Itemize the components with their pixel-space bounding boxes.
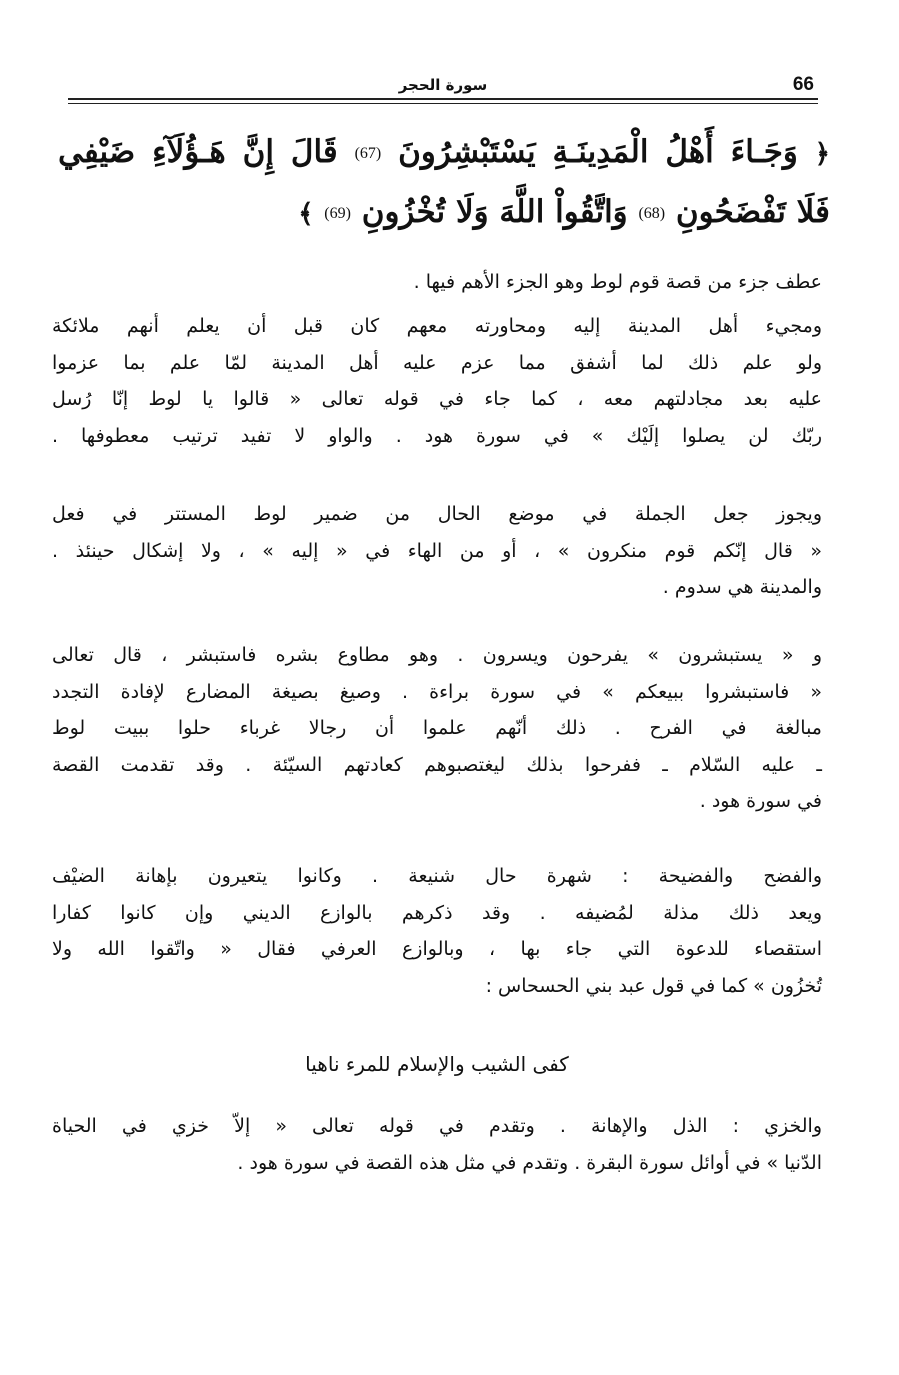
text-line: ويجوز جعل الجملة في موضع الحال من ضمير لوط المستتر في فعل [52,503,822,525]
text-line: استقصاء للدعوة التي جاء بها ، وبالوازع العرفي فقال « واتّقوا الله ولا [52,938,822,960]
text-line: و « يستبشرون » يفرحون ويسرون . وهو مطاوع بشره فاستبشر ، قال تعالى [52,644,822,666]
paragraph-1 [52,264,822,301]
paragraph-4 [52,637,822,820]
text-line: الدّنيا » في أوائل سورة البقرة . وتقدم في مثل هذه القصة في سورة هود . [237,1151,822,1174]
text-line: مبالغة في الفرح . ذلك أنّهم علموا أن رجالا غرباء حلوا ببيت لوط [52,717,822,739]
verse-line-1 [58,120,830,186]
text-line: عليه بعد مجادلتهم معه ، كما جاء في قوله تعالى « قالوا يا لوط إنّا رُسل [52,388,822,410]
text-line: ويعد ذلك مذلة لمُضيفه . وقد ذكرهم بالوازع الديني وإن كانوا كفارا [52,901,822,924]
verse-line-2 [58,180,830,246]
text-line: ولو علم ذلك لما أشفق مما عزم عليه أهل المدينة لمّا علم بما عزموا [52,351,822,374]
text-line: والفضح والفضيحة : شهرة حال شنيعة . وكانوا يتعيرون بإهانة الضيْف [52,865,822,887]
page-number: 66 [792,74,814,95]
ayah-number-69: (69) [324,205,351,222]
verse-text-1b: قَالَ إِنَّ هَـؤُلَآءِ ضَيْفِي [58,134,338,170]
text-line: « قال إنّكم قوم منكرون » ، أو من الهاء في « إليه » ، ولا إشكال حينئذ . [52,539,822,562]
ayah-number-68: (68) [638,205,666,222]
ayah-number-67: (67) [354,145,382,162]
paragraph-3 [52,496,822,606]
open-ornament: ﴿ [814,139,831,169]
text-line: والخزي : الذل والإهانة . وتقدم في قوله تعالى « إلاّ خزي في الحياة [52,1115,822,1137]
paragraph-5 [52,858,822,1004]
text-line: عطف جزء من قصة قوم لوط وهو الجزء الأهم فيها . [413,271,822,293]
poem-verse: كفى الشيب والإسلام للمرء ناهيا [305,1052,569,1076]
paragraph-2 [52,308,822,454]
verse-text-1a: وَجَـاءَ أَهْلُ الْمَدِينَـةِ يَسْتَبْشِرُونَ [398,134,798,170]
text-line: « فاستبشروا ببيعكم » في سورة براءة . وصيغ بصيغة المضارع لإفادة التجدد [52,680,822,703]
running-title: سورة الحجر [398,76,488,94]
verse-text-2a: فَلَا تَفْضَحُونِ [675,194,830,230]
verse-text-2b: وَاتَّقُواْ اللَّهَ وَلَا تُخْزُونِ [361,194,628,230]
header-rule-thin [68,103,818,104]
header-rule [68,98,818,100]
text-line: ربّك لن يصلوا إلَيْك » في سورة هود . والواو لا تفيد ترتيب معطوفها . [52,424,822,447]
text-line: في سورة هود . [699,790,822,812]
text-line: ـ عليه السّلام ـ ففرحوا بذلك ليغتصبوهم كعادتهم السيّئة . وقد تقدمت القصة [52,753,822,776]
close-ornament: ﴾ [298,199,314,229]
text-line: تُخزُون » كما في قول عبد بني الحسحاس : [485,974,822,997]
paragraph-6 [52,1108,822,1181]
text-line: والمدينة هي سدوم . [662,576,822,598]
text-line: ومجيء أهل المدينة إليه ومحاورته معهم كان قبل أن يعلم أنهم ملائكة [52,315,822,337]
